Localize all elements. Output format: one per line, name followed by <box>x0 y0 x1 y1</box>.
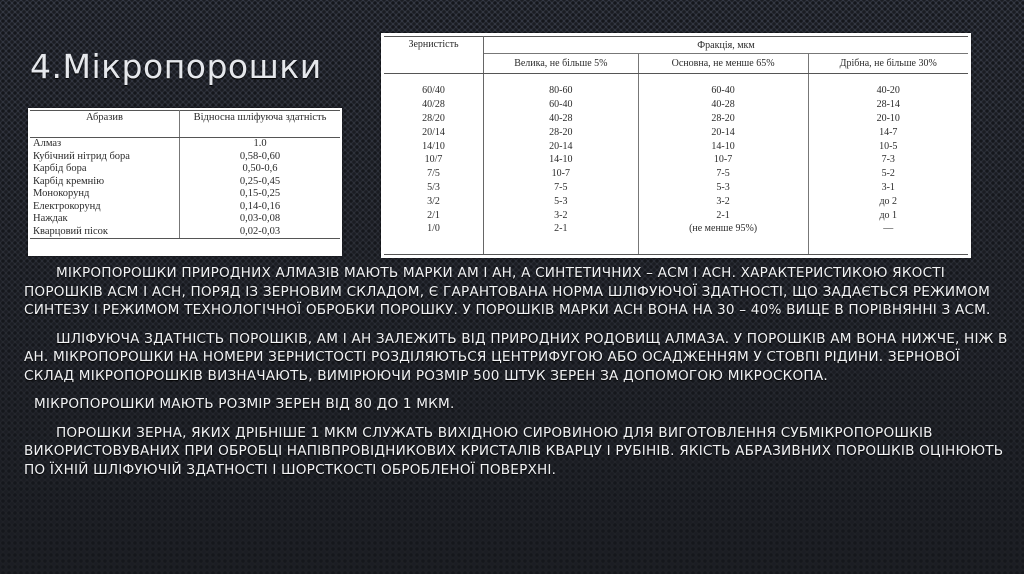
body-text <box>24 264 1014 479</box>
large-fraction: 80-60 <box>549 85 573 97</box>
fine-fraction: — <box>883 223 894 235</box>
column-header-grinding-ability: Відносна шліфуюча здатність <box>180 111 341 138</box>
large-fraction: 40-28 <box>549 112 573 124</box>
large-fraction: 20-14 <box>549 140 573 152</box>
fraction-table <box>384 36 968 255</box>
large-fraction: 3-2 <box>554 209 568 221</box>
column-header-main: Основна, не менше 65% <box>638 54 808 74</box>
column-header-large: Велика, не більше 5% <box>484 54 639 74</box>
main-fraction: 14-10 <box>638 139 808 153</box>
large-fraction: 10-7 <box>551 168 570 180</box>
table-row <box>384 181 968 195</box>
main-fraction: 3-2 <box>638 195 808 209</box>
grain-value: 2/1 <box>384 208 484 222</box>
column-header-grain: Зернистість <box>384 37 484 74</box>
table-row <box>384 125 968 139</box>
large-fraction: 14-10 <box>549 154 573 166</box>
abrasive-name: Кварцовий пісок <box>30 226 180 239</box>
abrasive-value: 0,50-0,6 <box>180 163 341 176</box>
fine-fraction: 10-5 <box>879 140 898 152</box>
abrasive-name: Монокорунд <box>33 188 90 199</box>
grain-value: 5/3 <box>384 181 484 195</box>
grain-value: 7/5 <box>384 167 484 181</box>
table-row <box>30 188 340 201</box>
abrasive-value: 0,02-0,03 <box>180 226 341 239</box>
grain-value: 20/14 <box>384 125 484 139</box>
table-row <box>384 84 968 98</box>
large-fraction: 60-40 <box>549 99 573 111</box>
table-row <box>384 208 968 222</box>
fine-fraction: 7-3 <box>881 154 895 166</box>
paragraph-grain-size: МІКРОПОРОШКИ МАЮТЬ РОЗМІР ЗЕРЕН ВІД 80 ДО 1 МКМ. <box>34 396 455 412</box>
abrasive-name: Алмаз <box>33 138 62 149</box>
table-row <box>30 138 340 151</box>
table-row <box>384 139 968 153</box>
table-row <box>30 213 340 226</box>
table-row <box>384 167 968 181</box>
fine-fraction: 3-1 <box>881 181 895 193</box>
main-fraction: 2-1 <box>638 208 808 222</box>
table-row <box>384 222 968 236</box>
abrasive-name: Наждак <box>33 213 68 224</box>
paragraph-submicropowders: ПОРОШКИ ЗЕРНА, ЯКИХ ДРІБНІШЕ 1 МКМ СЛУЖАТЬ ВИХІДНОЮ СИРОВИНОЮ ДЛЯ ВИГОТОВЛЕННЯ СУБМІКРОПОРОШКІВ ВИКОРИСТОВУВАНИХ ПРИ ОБРОБЦІ НАПІВПРОВІДНИКОВИХ КРИСТАЛІВ КВАРЦУ І РУБІНІВ. ЯКІСТЬ АБРАЗИВНИХ ПОРОШКІВ ОЦІНЮЮТЬ ПО ЇХНІЙ ШЛІФУЮЧІЙ ЗДАТНОСТІ І ШОРСТКОСТІ ОБРОБЛЕНОЇ ПОВЕРХНІ. <box>24 424 1004 478</box>
fraction-table-image <box>381 33 971 258</box>
main-fraction: 20-14 <box>638 125 808 139</box>
large-fraction: 28-20 <box>549 126 573 138</box>
table-row <box>384 112 968 126</box>
table-row <box>30 226 340 239</box>
main-fraction: 28-20 <box>638 112 808 126</box>
abrasive-value: 0,14-0,16 <box>180 201 341 214</box>
abrasive-value: 1.0 <box>180 138 341 151</box>
fine-fraction: 20-10 <box>876 112 900 124</box>
main-fraction: 40-28 <box>638 98 808 112</box>
fine-fraction: 28-14 <box>876 99 900 111</box>
abrasive-table <box>30 110 340 239</box>
fine-fraction: 5-2 <box>881 168 895 180</box>
main-fraction: 5-3 <box>638 181 808 195</box>
abrasive-value: 0,15-0,25 <box>180 188 341 201</box>
table-row <box>30 163 340 176</box>
slide-title: 4.Мікропорошки <box>30 47 322 86</box>
fine-fraction: 40-20 <box>876 85 900 97</box>
abrasive-name: Кубічний нітрид бора <box>33 150 130 162</box>
grain-value: 40/28 <box>384 98 484 112</box>
fine-fraction: до 2 <box>879 195 898 207</box>
main-fraction: 7-5 <box>638 167 808 181</box>
abrasive-value: 0,03-0,08 <box>180 213 341 226</box>
table-row <box>30 201 340 214</box>
column-header-fraction: Фракція, мкм <box>484 37 969 54</box>
column-header-abrasive: Абразив <box>30 111 180 138</box>
column-header-fine: Дрібна, не більше 30% <box>808 54 968 74</box>
abrasive-name: Електрокорунд <box>33 200 101 212</box>
table-row <box>384 153 968 167</box>
grain-value: 3/2 <box>384 195 484 209</box>
grain-value: 60/40 <box>384 84 484 98</box>
grain-value: 28/20 <box>384 112 484 126</box>
table-row <box>384 98 968 112</box>
table-row <box>384 195 968 209</box>
paragraph-grinding-ability: ШЛІФУЮЧА ЗДАТНІСТЬ ПОРОШКІВ, АМ І АН ЗАЛЕЖИТЬ ВІД ПРИРОДНИХ РОДОВИЩ АЛМАЗА. У ПОРОШКІВ АМ ВОНА НИЖЧЕ, НІЖ В АН. МІКРОПОРОШКИ НА НОМЕРИ ЗЕРНИСТОСТІ РОЗДІЛЯЮТЬСЯ ЦЕНТРИФУГОЮ АБО ОСАДЖЕННЯМ У СТОВПІ РІДИНИ. ЗЕРНОВОЇ СКЛАД МІКРОПОРОШКІВ ВИЗНАЧАЮТЬ, ВИМІРЮЮЧИ РОЗМІР 500 ШТУК ЗЕРЕН ЗА ДОПОМОГОЮ МІКРОСКОПА. <box>24 330 1008 384</box>
main-fraction: (не менше 95%) <box>638 222 808 236</box>
table-row <box>30 151 340 164</box>
fine-fraction: до 1 <box>879 209 898 221</box>
abrasive-value: 0,25-0,45 <box>180 176 341 189</box>
large-fraction: 2-1 <box>554 223 568 235</box>
paragraph-marks: МІКРОПОРОШКИ ПРИРОДНИХ АЛМАЗІВ МАЮТЬ МАРКИ АМ І АН, А СИНТЕТИЧНИХ – АСМ І АСН. ХАРАКТЕРИСТИКОЮ ЯКОСТІ ПОРОШКІВ АСМ І АСН, ПОРЯД ІЗ ЗЕРНОВИМ СКЛАДОМ, Є ГАРАНТОВАНА НОРМА ШЛІФУЮЧОЇ ЗДАТНОСТІ, ЩО ЗАДАЄТЬСЯ РЕЖИМОМ СИНТЕЗУ І РЕЖИМОМ ТЕХНОЛОГІЧНОЇ ОБРОБКИ ПОРОШКУ. У ПОРОШКІВ МАРКИ АСН ВОНА НА 30 – 40% ВИЩЕ В ПОРІВНЯННІ З АСМ. <box>24 265 991 318</box>
grain-value: 10/7 <box>384 153 484 167</box>
large-fraction: 5-3 <box>554 195 568 207</box>
grain-value: 1/0 <box>384 222 484 236</box>
abrasive-table-image <box>28 108 342 256</box>
fine-fraction: 14-7 <box>879 126 898 138</box>
grain-value: 14/10 <box>384 139 484 153</box>
main-fraction: 60-40 <box>638 84 808 98</box>
abrasive-name: Карбід бора <box>33 163 87 174</box>
table-row <box>30 176 340 189</box>
abrasive-value: 0,58-0,60 <box>180 151 341 164</box>
abrasive-name: Карбід кремнію <box>33 175 105 187</box>
main-fraction: 10-7 <box>638 153 808 167</box>
large-fraction: 7-5 <box>554 181 568 193</box>
